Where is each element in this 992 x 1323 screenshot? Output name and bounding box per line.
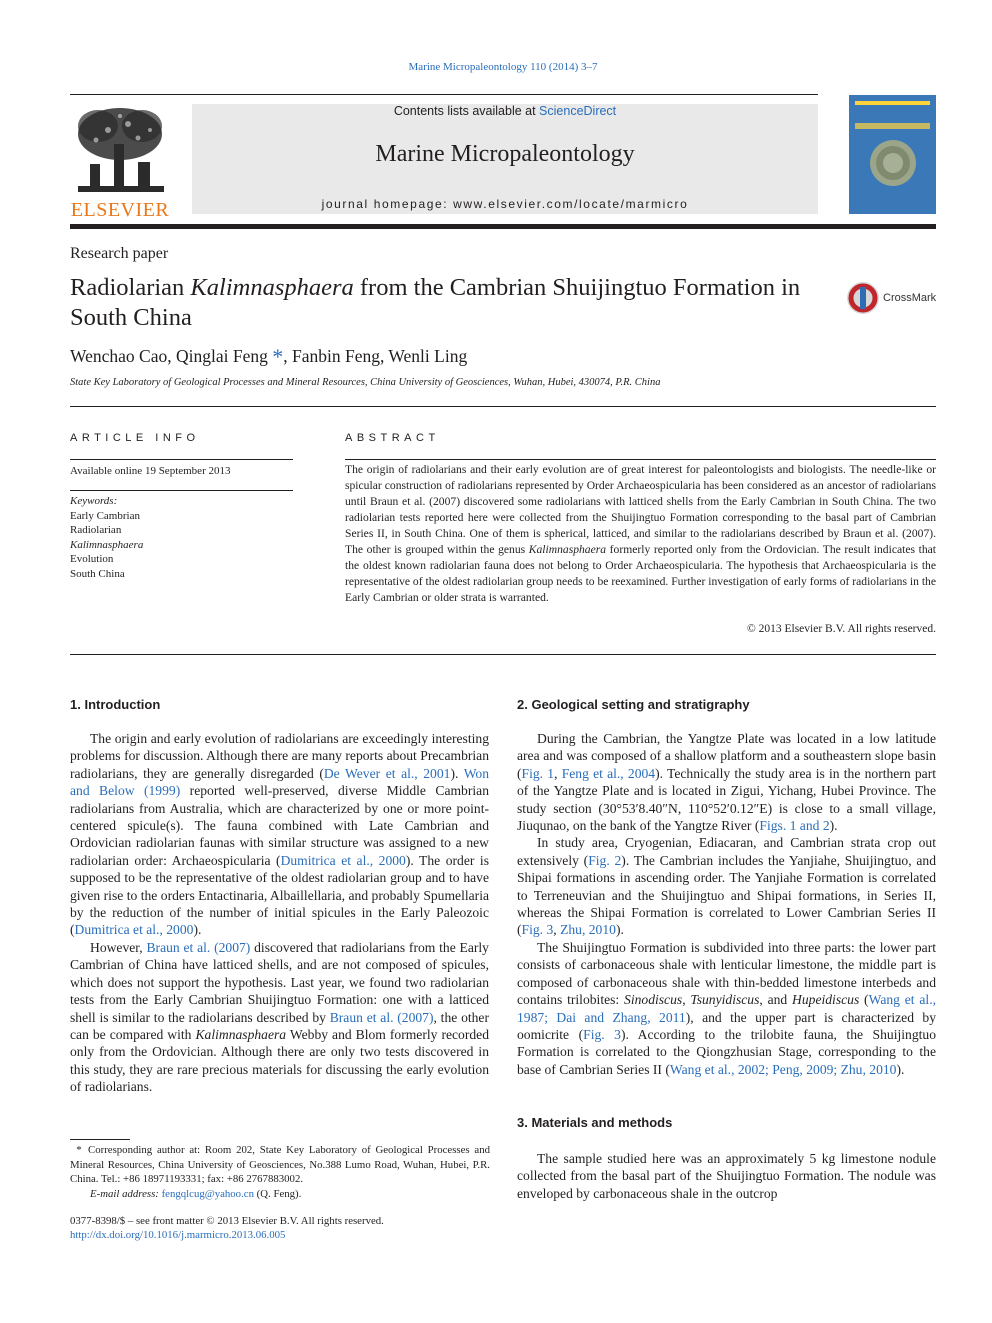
section-heading-methods: 3. Materials and methods xyxy=(517,1115,673,1130)
footnote-star: * xyxy=(76,1144,82,1156)
divider xyxy=(70,654,936,655)
header-thick-rule xyxy=(70,224,936,229)
ref-link[interactable]: Won and Below (1999) xyxy=(70,765,490,799)
abstract-part: formerly reported only from the Ordovician. The result indicates that the oldest known radiolarian fauna does not belong to Order Archaeospicularia. The hypothesis that Archaeospicularia is the representative of the oldest radiolarian group needs to be reexamined. Further investigation of early forms of radiolarians in the Early Cambrian or older strata is warranted. xyxy=(345,543,936,604)
elsevier-wordmark: ELSEVIER xyxy=(70,199,170,221)
ref-link[interactable]: Feng et al., 2004 xyxy=(561,765,656,781)
abstract-text xyxy=(345,462,936,606)
author-list xyxy=(70,344,467,370)
available-online: Available online 19 September 2013 xyxy=(70,465,231,477)
email-label: E-mail address: xyxy=(90,1187,162,1200)
abstract-copyright: © 2013 Elsevier B.V. All rights reserved. xyxy=(747,623,936,635)
divider xyxy=(345,459,936,460)
email-link[interactable]: fengqlcug@yahoo.cn xyxy=(161,1187,254,1200)
crossmark-label: CrossMark xyxy=(883,292,937,304)
ref-link[interactable]: Fig. 2 xyxy=(588,852,622,868)
ref-link[interactable]: Wang et al., 2002; Peng, 2009; Zhu, 2010 xyxy=(669,1061,897,1077)
footnote-text: Corresponding author at: Room 202, State Key Laboratory of Geological Processes and Mineral Resources, China University of Geosciences, No.388 Lumo Road, Wuhan, Hubei, P.R. China. Tel.: +86 18971193331; fax: +86 2767883002. xyxy=(70,1144,490,1185)
crossmark-badge[interactable] xyxy=(846,281,936,315)
ref-link[interactable]: Fig. 1 xyxy=(521,765,555,781)
journal-homepage[interactable]: journal homepage: www.elsevier.com/locate/marmicro xyxy=(321,197,689,211)
keywords-label: Keywords: xyxy=(70,495,118,507)
sciencedirect-link[interactable]: ScienceDirect xyxy=(539,104,617,118)
ref-link[interactable]: Braun et al. (2007) xyxy=(146,939,251,955)
ref-link[interactable]: Dumitrica et al., 2000 xyxy=(280,852,406,868)
keyword: Radiolarian xyxy=(70,524,122,536)
title-genus: Kalimnasphaera xyxy=(190,274,354,301)
keyword: South China xyxy=(70,567,125,580)
keyword: Evolution xyxy=(70,553,114,565)
email-suffix: (Q. Feng). xyxy=(253,1187,302,1200)
abstract-heading: ABSTRACT xyxy=(345,432,440,444)
journal-cover[interactable] xyxy=(849,95,936,214)
footnote-rule xyxy=(70,1139,130,1140)
section-heading-introduction: 1. Introduction xyxy=(70,697,161,712)
keyword: Early Cambrian xyxy=(70,509,140,522)
keyword: Kalimnasphaera xyxy=(70,538,144,551)
contents-line xyxy=(192,104,818,118)
cover-fossil-icon xyxy=(867,137,919,189)
divider xyxy=(70,490,293,491)
article-type: Research paper xyxy=(70,245,169,262)
geology-body: During the Cambrian, the Yangtze Plate was located in a low latitude area and was composed of a shallow platform and a southeastern slope basin (Fig. 1, Feng et al., 2004). Technically the study area is in the northern part of the Yangtze Plate and is located in Zigui, Yichang, Hubei Province. The study section (30°53′8.40″N, 110°52′0.12″E) is close to a small village, Jiuqunao, on the bank of the Yangtze River (Figs. 1 and 2). In study area, Cryogenian, Ediacaran, and Cambrian strata crop out extensively (Fig. 2). The Cambrian includes the Yanjiahe, Shuijingtuo, and Shipai formations in ascending order. The Yanjiahe Formation is correlated to Terreneuvian and the Shuijingtuo and Shipai formations, in Series II, whereas the Shipai Formation is correlated to Lower Cambrian Series II (Fig. 3, Zhu, 2010). The Shuijingtuo Formation is subdivided into three parts: the lower part consists of carbonaceous shale with lenticular limestone, the middle part is composed of carbonaceous shale with thin-bedded limestone interbeds and contains trilobites: Sinodiscus, Tsunyidiscus, and Hupeidiscus (Wang et al., 1987; Dai and Zhang, 2011), and the upper part is characterized by oomicrite (Fig. 3). According to the trilobite fauna, the Shuijingtuo Formation is correlated to the Qiongzhusian Stage, corresponding to the base of Cambrian Series II (Wang et al., 2002; Peng, 2009; Zhu, 2010). xyxy=(517,731,936,1077)
corresponding-author-mark[interactable]: * xyxy=(272,344,284,369)
ref-link[interactable]: De Wever et al., 2001 xyxy=(323,765,451,781)
article-info-heading: ARTICLE INFO xyxy=(70,432,200,444)
ref-link[interactable]: Dumitrica et al., 2000 xyxy=(74,922,194,938)
elsevier-tree-icon xyxy=(68,104,172,196)
issn-line: 0377-8398/$ – see front matter © 2013 Elsevier B.V. All rights reserved. xyxy=(70,1215,384,1227)
title-part: from the Cambrian Shuijingtuo Formation in South China xyxy=(70,274,801,331)
ref-link[interactable]: Fig. 3 xyxy=(583,1026,621,1042)
ref-link[interactable]: Braun et al. (2007) xyxy=(329,1009,434,1025)
authors-text: , Fanbin Feng, Wenli Ling xyxy=(283,346,468,366)
title-part: Radiolarian xyxy=(70,274,191,301)
introduction-body: The origin and early evolution of radiolarians are exceedingly interesting problems for discussion. Although there are many reports about Precambrian radiolarians, they are generally disregarded (De Wever et al., 2001). Won and Below (1999) reported well-preserved, diverse Middle Cambrian radiolarians from Australia, which are characterized by one or more point-centered spicule(s). The fauna combined with Late Cambrian and Ordovician radiolarian faunas with similar structure was assigned to a new radiolarian order: Archaeospicularia (Dumitrica et al., 2000). The order is supposed to be the representative of the oldest radiolarian group and to have given rise to the orders Entactinaria, Albaillellaria, and probably Spumellaria by the reduction of the number of initial spicules in the Early Paleozoic (Dumitrica et al., 2000). However, Braun et al. (2007) discovered that radiolarians from the Early Cambrian of China have latticed shells, and are not composed of spicules, which does not support the hypothesis. Last year, we found two radiolarian tests from the Early Cambrian Shuijingtuo Formation: one with a latticed shell is similar to the radiolarians described by Braun et al. (2007), the other can be compared with Kalimnasphaera Webby and Blom formerly recorded only from the Ordovician. Although there are only two tests discovered in this study, they are rare precious materials for discussing the early evolution of radiolarians. xyxy=(70,731,490,1095)
authors-text: Wenchao Cao, Qinglai Feng xyxy=(70,346,273,366)
article-title xyxy=(70,273,830,333)
divider xyxy=(70,406,936,407)
journal-title: Marine Micropaleontology xyxy=(375,141,635,167)
ref-link[interactable]: Wang et al., 1987; Dai and Zhang, 2011 xyxy=(517,992,936,1025)
abstract-part: The origin of radiolarians and their early evolution are of great interest for paleontologists and biologists. The needle-like or spicular construction of radiolarians represented by Order Archaeospicularia has been considered as an ancestor of radiolarians until Braun et al. (2007) discovered some radiolarians with latticed shells from the Early Cambrian in South China. The two radiolarian tests reported here were collected from the Shuijingtuo Formation corresponding to the basal part of Cambrian Series II, in South China. One of them is spherical, latticed, and similar to the radiolarians described by Braun et al. (2007). The other is grouped within the genus xyxy=(345,463,936,556)
keywords-block xyxy=(70,494,143,581)
methods-body: The sample studied here was an approximately 5 kg limestone nodule collected from the basal part of the Shuijingtuo Formation. The nodule was enveloped by carbonaceous shale in the outcrop xyxy=(517,1151,936,1201)
citation-link[interactable]: Marine Micropaleontology 110 (2014) 3–7 xyxy=(408,61,598,73)
doi-link[interactable]: http://dx.doi.org/10.1016/j.marmicro.2013.06.005 xyxy=(70,1229,286,1241)
ref-link[interactable]: Fig. 3 xyxy=(521,922,554,938)
contents-prefix: Contents lists available at xyxy=(393,104,540,118)
crossmark-icon xyxy=(846,281,880,315)
divider xyxy=(70,459,293,460)
ref-link[interactable]: Zhu, 2010 xyxy=(560,922,616,938)
ref-link[interactable]: Figs. 1 and 2 xyxy=(759,818,830,834)
elsevier-logo xyxy=(68,104,172,221)
affiliation: State Key Laboratory of Geological Processes and Mineral Resources, China University of Geosciences, Wuhan, Hubei, 430074, P.R. China xyxy=(70,377,661,388)
section-heading-geology: 2. Geological setting and stratigraphy xyxy=(517,697,750,712)
abstract-genus: Kalimnasphaera xyxy=(528,543,607,556)
footnote xyxy=(70,1143,490,1201)
header-rule xyxy=(70,94,818,95)
